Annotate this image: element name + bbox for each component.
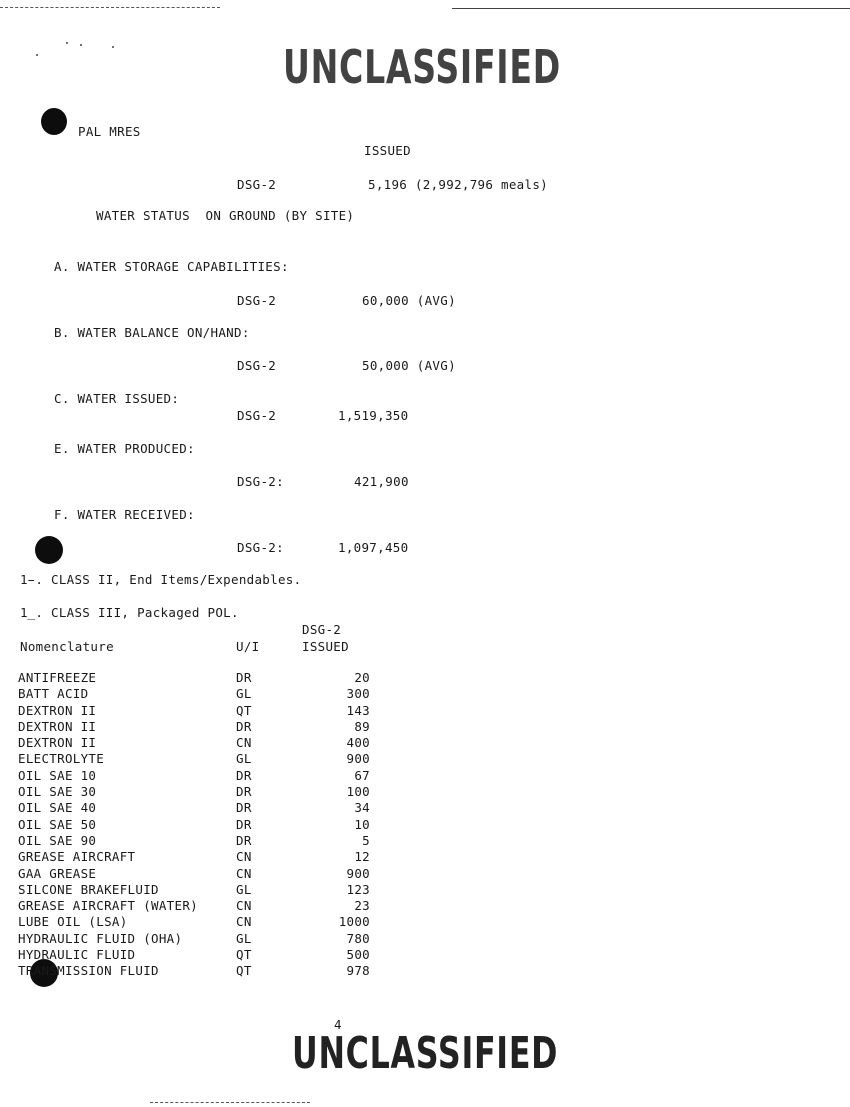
table-row: [18, 751, 370, 767]
issued-cell: 143: [346, 702, 370, 718]
table-row: [18, 963, 370, 979]
issued-cell: 20: [354, 670, 370, 685]
water-section-label: A. WATER STORAGE CAPABILITIES:: [54, 259, 289, 274]
col-site-header: DSG-2: [302, 622, 342, 637]
table-row: [18, 686, 370, 702]
punch-hole: [41, 108, 67, 135]
nomenclature-cell: GREASE AIRCRAFT: [18, 849, 136, 865]
top-dashed-rule: [0, 7, 220, 8]
table-row: [18, 817, 370, 833]
nomenclature-cell: BATT ACID: [18, 686, 89, 702]
table-row: [18, 735, 370, 751]
water-section-site: DSG-2: [237, 293, 277, 308]
water-section-label: E. WATER PRODUCED:: [54, 441, 195, 456]
nomenclature-cell: ANTIFREEZE: [18, 670, 97, 685]
nomenclature-cell: DEXTRON II: [18, 718, 97, 734]
top-solid-rule: [452, 8, 850, 9]
table-row: [18, 914, 370, 930]
pal-mres-heading: PAL MRES: [78, 124, 141, 139]
table-row: [18, 947, 370, 963]
ui-cell: GL: [236, 930, 252, 946]
water-status-heading: WATER STATUS ON GROUND (BY SITE): [96, 208, 355, 223]
pal-mres-site: DSG-2: [237, 177, 277, 192]
table-row: [18, 898, 370, 914]
punch-hole: [35, 536, 63, 564]
class-ii-heading: 1̵. CLASS II, End Items/Expendables.: [20, 572, 302, 587]
ui-cell: CN: [236, 849, 252, 865]
issued-cell: 400: [346, 735, 370, 751]
nomenclature-cell: HYDRAULIC FLUID (OHA): [18, 930, 183, 946]
water-section-label: C. WATER ISSUED:: [54, 391, 180, 406]
issued-cell: 34: [354, 800, 370, 816]
water-section-value: 60,000 (AVG): [362, 293, 456, 308]
col-nomenclature-header: Nomenclature: [20, 639, 114, 654]
issued-cell: 780: [346, 930, 370, 946]
nomenclature-cell: OIL SAE 90: [18, 832, 97, 848]
ui-cell: QT: [236, 963, 252, 979]
table-row: [18, 800, 370, 816]
water-section-value: 50,000 (AVG): [362, 358, 456, 373]
nomenclature-cell: LUBE OIL (LSA): [18, 914, 128, 930]
ui-cell: QT: [236, 702, 252, 718]
classification-stamp-bottom: UNCLASSIFIED: [292, 1028, 559, 1079]
nomenclature-cell: GREASE AIRCRAFT (WATER): [18, 898, 198, 914]
ui-cell: GL: [236, 686, 252, 702]
pol-table: [18, 670, 370, 980]
water-section-value: 1,097,450: [338, 540, 409, 555]
water-section-value: 1,519,350: [338, 408, 409, 423]
bottom-dashed-rule: [150, 1102, 310, 1103]
ui-cell: GL: [236, 881, 252, 897]
issued-header: ISSUED: [364, 143, 411, 158]
ui-cell: DR: [236, 784, 252, 800]
table-row: [18, 849, 370, 865]
ui-cell: CN: [236, 898, 252, 914]
table-row: [18, 768, 370, 784]
issued-cell: 900: [346, 751, 370, 767]
nomenclature-cell: OIL SAE 30: [18, 784, 97, 800]
nomenclature-cell: TRANSMISSION FLUID: [18, 963, 159, 979]
issued-cell: 300: [346, 686, 370, 702]
nomenclature-cell: SILCONE BRAKEFLUID: [18, 881, 159, 897]
table-row: [18, 719, 370, 735]
col-issued-header: ISSUED: [302, 639, 349, 654]
issued-cell: 1000: [338, 914, 370, 930]
ui-cell: CN: [236, 735, 252, 751]
ui-cell: GL: [236, 751, 252, 767]
water-section-site: DSG-2:: [237, 474, 284, 489]
table-row: [18, 833, 370, 849]
water-section-label: B. WATER BALANCE ON/HAND:: [54, 325, 250, 340]
water-section-site: DSG-2: [237, 358, 277, 373]
issued-cell: 5: [362, 832, 370, 848]
ui-cell: DR: [236, 816, 252, 832]
pal-mres-issued: 5,196 (2,992,796 meals): [368, 177, 548, 192]
nomenclature-cell: HYDRAULIC FLUID: [18, 947, 136, 963]
nomenclature-cell: GAA GREASE: [18, 865, 97, 881]
ui-cell: DR: [236, 670, 252, 685]
issued-cell: 67: [354, 767, 370, 783]
ui-cell: CN: [236, 865, 252, 881]
table-row: [18, 866, 370, 882]
water-section-site: DSG-2:: [237, 540, 284, 555]
nomenclature-cell: OIL SAE 10: [18, 767, 97, 783]
nomenclature-cell: DEXTRON II: [18, 702, 97, 718]
water-section-value: 421,900: [354, 474, 409, 489]
table-row: [18, 882, 370, 898]
ui-cell: CN: [236, 914, 252, 930]
class-iii-heading: 1̲. CLASS III, Packaged POL.: [20, 605, 239, 620]
classification-stamp-top: UNCLASSIFIED: [283, 40, 561, 94]
table-row: [18, 931, 370, 947]
ui-cell: DR: [236, 767, 252, 783]
issued-cell: 900: [346, 865, 370, 881]
issued-cell: 12: [354, 849, 370, 865]
nomenclature-cell: ELECTROLYTE: [18, 751, 105, 767]
ui-cell: DR: [236, 832, 252, 848]
nomenclature-cell: OIL SAE 50: [18, 816, 97, 832]
issued-cell: 23: [354, 898, 370, 914]
table-row: [18, 784, 370, 800]
ui-cell: DR: [236, 718, 252, 734]
issued-cell: 123: [346, 881, 370, 897]
issued-cell: 10: [354, 816, 370, 832]
water-section-site: DSG-2: [237, 408, 277, 423]
nomenclature-cell: OIL SAE 40: [18, 800, 97, 816]
issued-cell: 89: [354, 718, 370, 734]
issued-cell: 978: [346, 963, 370, 979]
nomenclature-cell: DEXTRON II: [18, 735, 97, 751]
pol-table-body: [18, 670, 370, 980]
col-ui-header: U/I: [236, 639, 260, 654]
issued-cell: 100: [346, 784, 370, 800]
ui-cell: QT: [236, 947, 252, 963]
page-number: 4: [334, 1017, 342, 1032]
table-row: [18, 670, 370, 686]
issued-cell: 500: [346, 947, 370, 963]
table-row: [18, 703, 370, 719]
ui-cell: DR: [236, 800, 252, 816]
water-section-label: F. WATER RECEIVED:: [54, 507, 195, 522]
